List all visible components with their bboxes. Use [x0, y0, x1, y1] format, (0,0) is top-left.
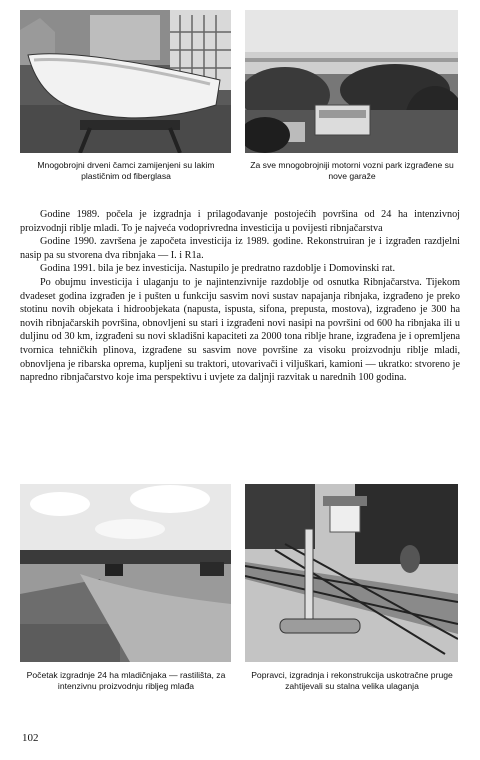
photo-fiberglass-boat — [20, 10, 231, 153]
caption-bottom-left: Početak izgradnje 24 ha mladičnjaka — rastilišta, za intenzivnu proizvodnju ribljeg mlađa — [26, 670, 226, 691]
paragraph-1990: Godine 1990. završena je započeta investicija iz 1989. godine. Rekonstruiran je i izgrađen razdjelni nasip pa su stvorena dva ribnjaka — I. i R1a. — [20, 236, 460, 261]
photo-new-garages — [245, 10, 458, 153]
body-text — [20, 208, 460, 385]
photo-fry-pond-construction — [20, 484, 231, 662]
page-number: 102 — [22, 732, 39, 744]
photo-narrow-gauge-railway — [245, 484, 458, 662]
paragraph-1991: Godina 1991. bila je bez investicija. Nastupilo je predratno razdoblje i Domovinski rat. — [40, 263, 396, 275]
caption-top-right: Za sve mnogobrojniji motorni vozni park izgrađene su nove garaže — [250, 160, 454, 181]
caption-top-left: Mnogobrojni drveni čamci zamijenjeni su lakim plastičnim od fiberglasa — [37, 160, 215, 181]
paragraph-summary: Po obujmu investicija i ulaganju to je najintenzivnije razdoblje od osnutka Ribnjačarstva. Tijekom dvadeset godina izgrađen je i pušten u funkciju sasvim novi sustav napajanja ribnjaka, izgrađeno je preko stotinu novih objekata i hidroobjekata (napusta, ispusta, sifona, prepusta, mostova), izgrađeno je 300 ha novih ribnjačarskih površina, obnovljeni su stari i izgrađeni novi nasipi na površini od 600 ha ribnjaka ili u duljinu od 30 km, izgrađeni su novi skladišni kapaciteti za 2000 tona riblje hrane, izgrađena je i opremljena tvornica tehničkih plinova, izgrađene su sasvim nove površine za visoku proizvodnju riblje mladi, obnovljena je ribarska oprema, kupljeni su traktori, utovarivači i viljuškari, kamioni — ukratko: stvoreno je napredno ribnjačarstvo koje ima perspektivu i uvjete za daljnji razvitak u narednih 100 godina. — [20, 276, 460, 384]
paragraph-1989: Godine 1989. počela je izgradnja i prilagođavanje postojećih površina od 24 ha intenzivnoj proizvodnji riblje mladi. To je najveća vodoprivredna investicija u povijesti ribnjačarstva — [20, 209, 460, 234]
caption-bottom-right: Popravci, izgradnja i rekonstrukcija uskotračne pruge zahtijevali su stalna velika ulaganja — [251, 670, 453, 691]
